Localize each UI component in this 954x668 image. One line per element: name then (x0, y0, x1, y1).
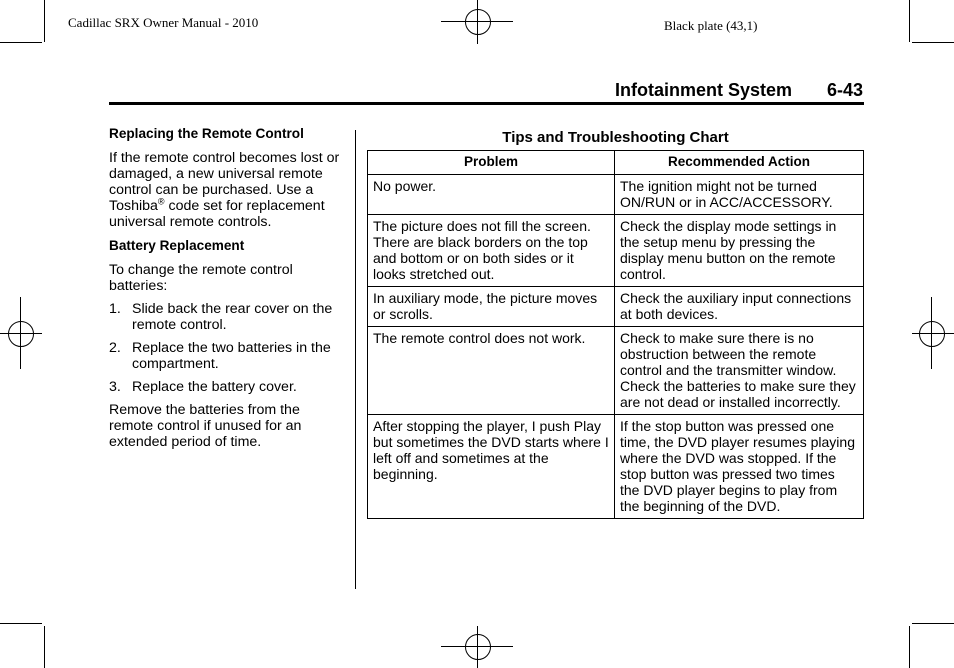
crop-mark (909, 0, 910, 42)
step-text: Replace the two batteries in the compartment. (132, 340, 331, 372)
column-header-action: Recommended Action (615, 151, 864, 175)
step-number: 3. (109, 379, 121, 395)
list-item (109, 340, 345, 372)
battery-intro: To change the remote control batteries: (109, 262, 293, 294)
table-row (368, 415, 864, 519)
action-cell: If the stop button was pressed one time, the DVD player resumes playing where the DVD was stopped. If the stop button was pressed two times the DVD player begins to play from the beginning of the DVD. (615, 415, 864, 519)
column-header-problem: Problem (368, 151, 615, 175)
manual-title: Cadillac SRX Owner Manual - 2010 (68, 15, 259, 30)
crop-mark (0, 42, 42, 43)
action-cell: The ignition might not be turned ON/RUN or in ACC/ACCESSORY. (615, 175, 864, 215)
column-divider (355, 130, 356, 589)
registration-circle (465, 634, 491, 660)
problem-cell: No power. (368, 175, 615, 215)
problem-cell: In auxiliary mode, the picture moves or scrolls. (368, 287, 615, 327)
table-row (368, 287, 864, 327)
crop-mark (912, 623, 954, 624)
page-number: 6-43 (827, 80, 864, 100)
replacing-heading: Replacing the Remote Control (109, 126, 304, 141)
registration-circle (8, 321, 34, 347)
left-column (109, 126, 345, 457)
crop-mark (909, 626, 910, 668)
registration-circle (919, 321, 945, 347)
table-row (368, 215, 864, 287)
registration-circle (465, 9, 491, 35)
header-rule (109, 102, 864, 105)
table-row (368, 327, 864, 415)
chart-title: Tips and Troubleshooting Chart (502, 129, 729, 146)
action-cell: Check the display mode settings in the setup menu by pressing the display menu button on the remote control. (615, 215, 864, 287)
step-text: Replace the battery cover. (132, 379, 297, 395)
step-number: 1. (109, 301, 121, 317)
troubleshooting-table (367, 150, 864, 519)
crop-mark (44, 0, 45, 42)
battery-heading: Battery Replacement (109, 238, 245, 253)
crop-mark (912, 42, 954, 43)
replacing-text-b: code set for replacement universal remote controls. (109, 198, 325, 230)
action-cell: Check the auxiliary input connections at both devices. (615, 287, 864, 327)
problem-cell: The remote control does not work. (368, 327, 615, 415)
remove-paragraph: Remove the batteries from the remote control if unused for an extended period of time. (109, 402, 302, 450)
list-item (109, 379, 345, 395)
problem-cell: The picture does not fill the screen. There are black borders on the top and bottom or on both sides or it looks stretched out. (368, 215, 615, 287)
list-item (109, 301, 345, 333)
steps-list (109, 301, 345, 395)
action-cell: Check to make sure there is no obstruction between the remote control and the transmitter window. Check the batteries to make sure they are not dead or installed incorrectly. (615, 327, 864, 415)
problem-cell: After stopping the player, I push Play but sometimes the DVD starts where I left off and sometimes at the beginning. (368, 415, 615, 519)
table-row (368, 175, 864, 215)
table-header-row (368, 151, 864, 175)
crop-mark (44, 626, 45, 668)
step-number: 2. (109, 340, 121, 356)
replacing-text-a: If the remote control becomes lost or damaged, a new universal remote control can be purchased. Use a Toshiba (109, 150, 340, 214)
plate-label: Black plate (43,1) (664, 18, 758, 33)
crop-mark (0, 623, 42, 624)
registered-mark: ® (157, 196, 165, 207)
section-title: Infotainment System (615, 80, 793, 100)
replacing-paragraph (109, 150, 345, 230)
step-text: Slide back the rear cover on the remote control. (132, 301, 333, 333)
